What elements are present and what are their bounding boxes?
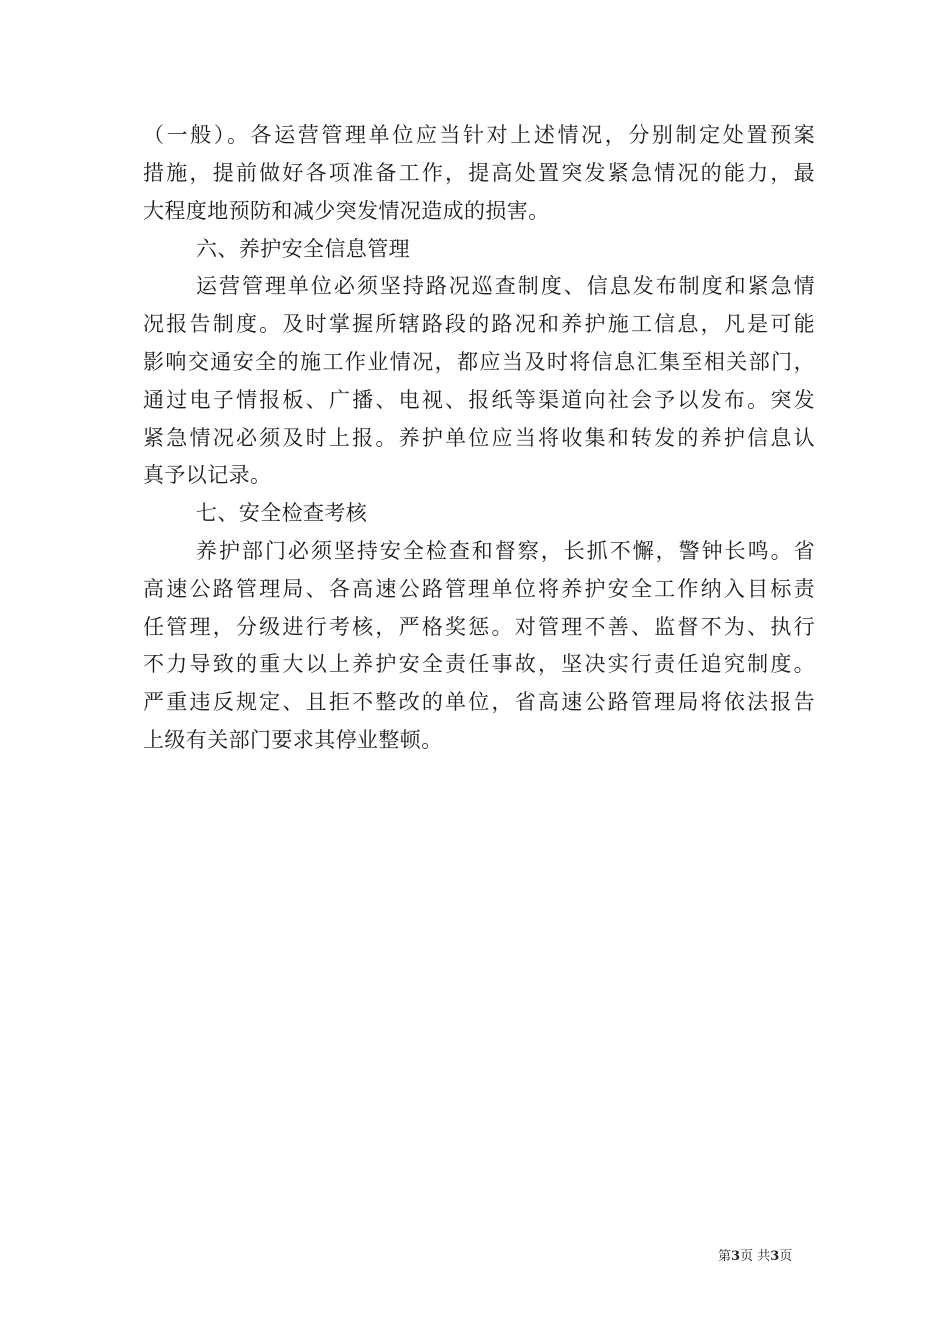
- footer-middle: 页 共: [740, 1249, 771, 1264]
- text-line: 不力导致的重大以上养护安全责任事故，坚决实行责任追究制度。: [143, 652, 815, 676]
- text-line: 影响交通安全的施工作业情况，都应当及时将信息汇集至相关部门，: [143, 350, 815, 374]
- text-line: 任管理，分级进行考核，严格奖惩。对管理不善、监督不为、执行: [143, 615, 815, 639]
- page-footer: [718, 1249, 792, 1265]
- text-line: 真予以记录。: [143, 463, 272, 487]
- text-line: 况报告制度。及时掌握所辖路段的路况和养护施工信息，凡是可能: [143, 312, 815, 336]
- text-line: 紧急情况必须及时上报。养护单位应当将收集和转发的养护信息认: [143, 426, 815, 450]
- total-page-number: 3: [770, 1249, 780, 1264]
- text-line: 措施，提前做好各项准备工作，提高处置突发紧急情况的能力，最: [143, 161, 815, 185]
- current-page-number: 3: [731, 1249, 741, 1264]
- text-line: 大程度地预防和减少突发情况造成的损害。: [143, 199, 550, 223]
- section-heading: 七、安全检查考核: [196, 501, 368, 525]
- footer-suffix: 页: [779, 1249, 793, 1264]
- text-line: 高速公路管理局、各高速公路管理单位将养护安全工作纳入目标责: [143, 577, 815, 601]
- text-line: 严重违反规定、且拒不整改的单位，省高速公路管理局将依法报告: [143, 690, 815, 714]
- footer-prefix: 第: [718, 1249, 732, 1264]
- text-line: 通过电子情报板、广播、电视、报纸等渠道向社会予以发布。突发: [143, 388, 815, 412]
- text-line: （一般）。各运营管理单位应当针对上述情况，分别制定处置预案: [143, 123, 815, 147]
- section-heading: 六、养护安全信息管理: [196, 237, 410, 261]
- text-line: 养护部门必须坚持安全检查和督察，长抓不懈，警钟长鸣。省: [196, 539, 815, 563]
- text-line: 运营管理单位必须坚持路况巡查制度、信息发布制度和紧急情: [196, 274, 815, 298]
- text-line: 上级有关部门要求其停业整顿。: [143, 728, 443, 752]
